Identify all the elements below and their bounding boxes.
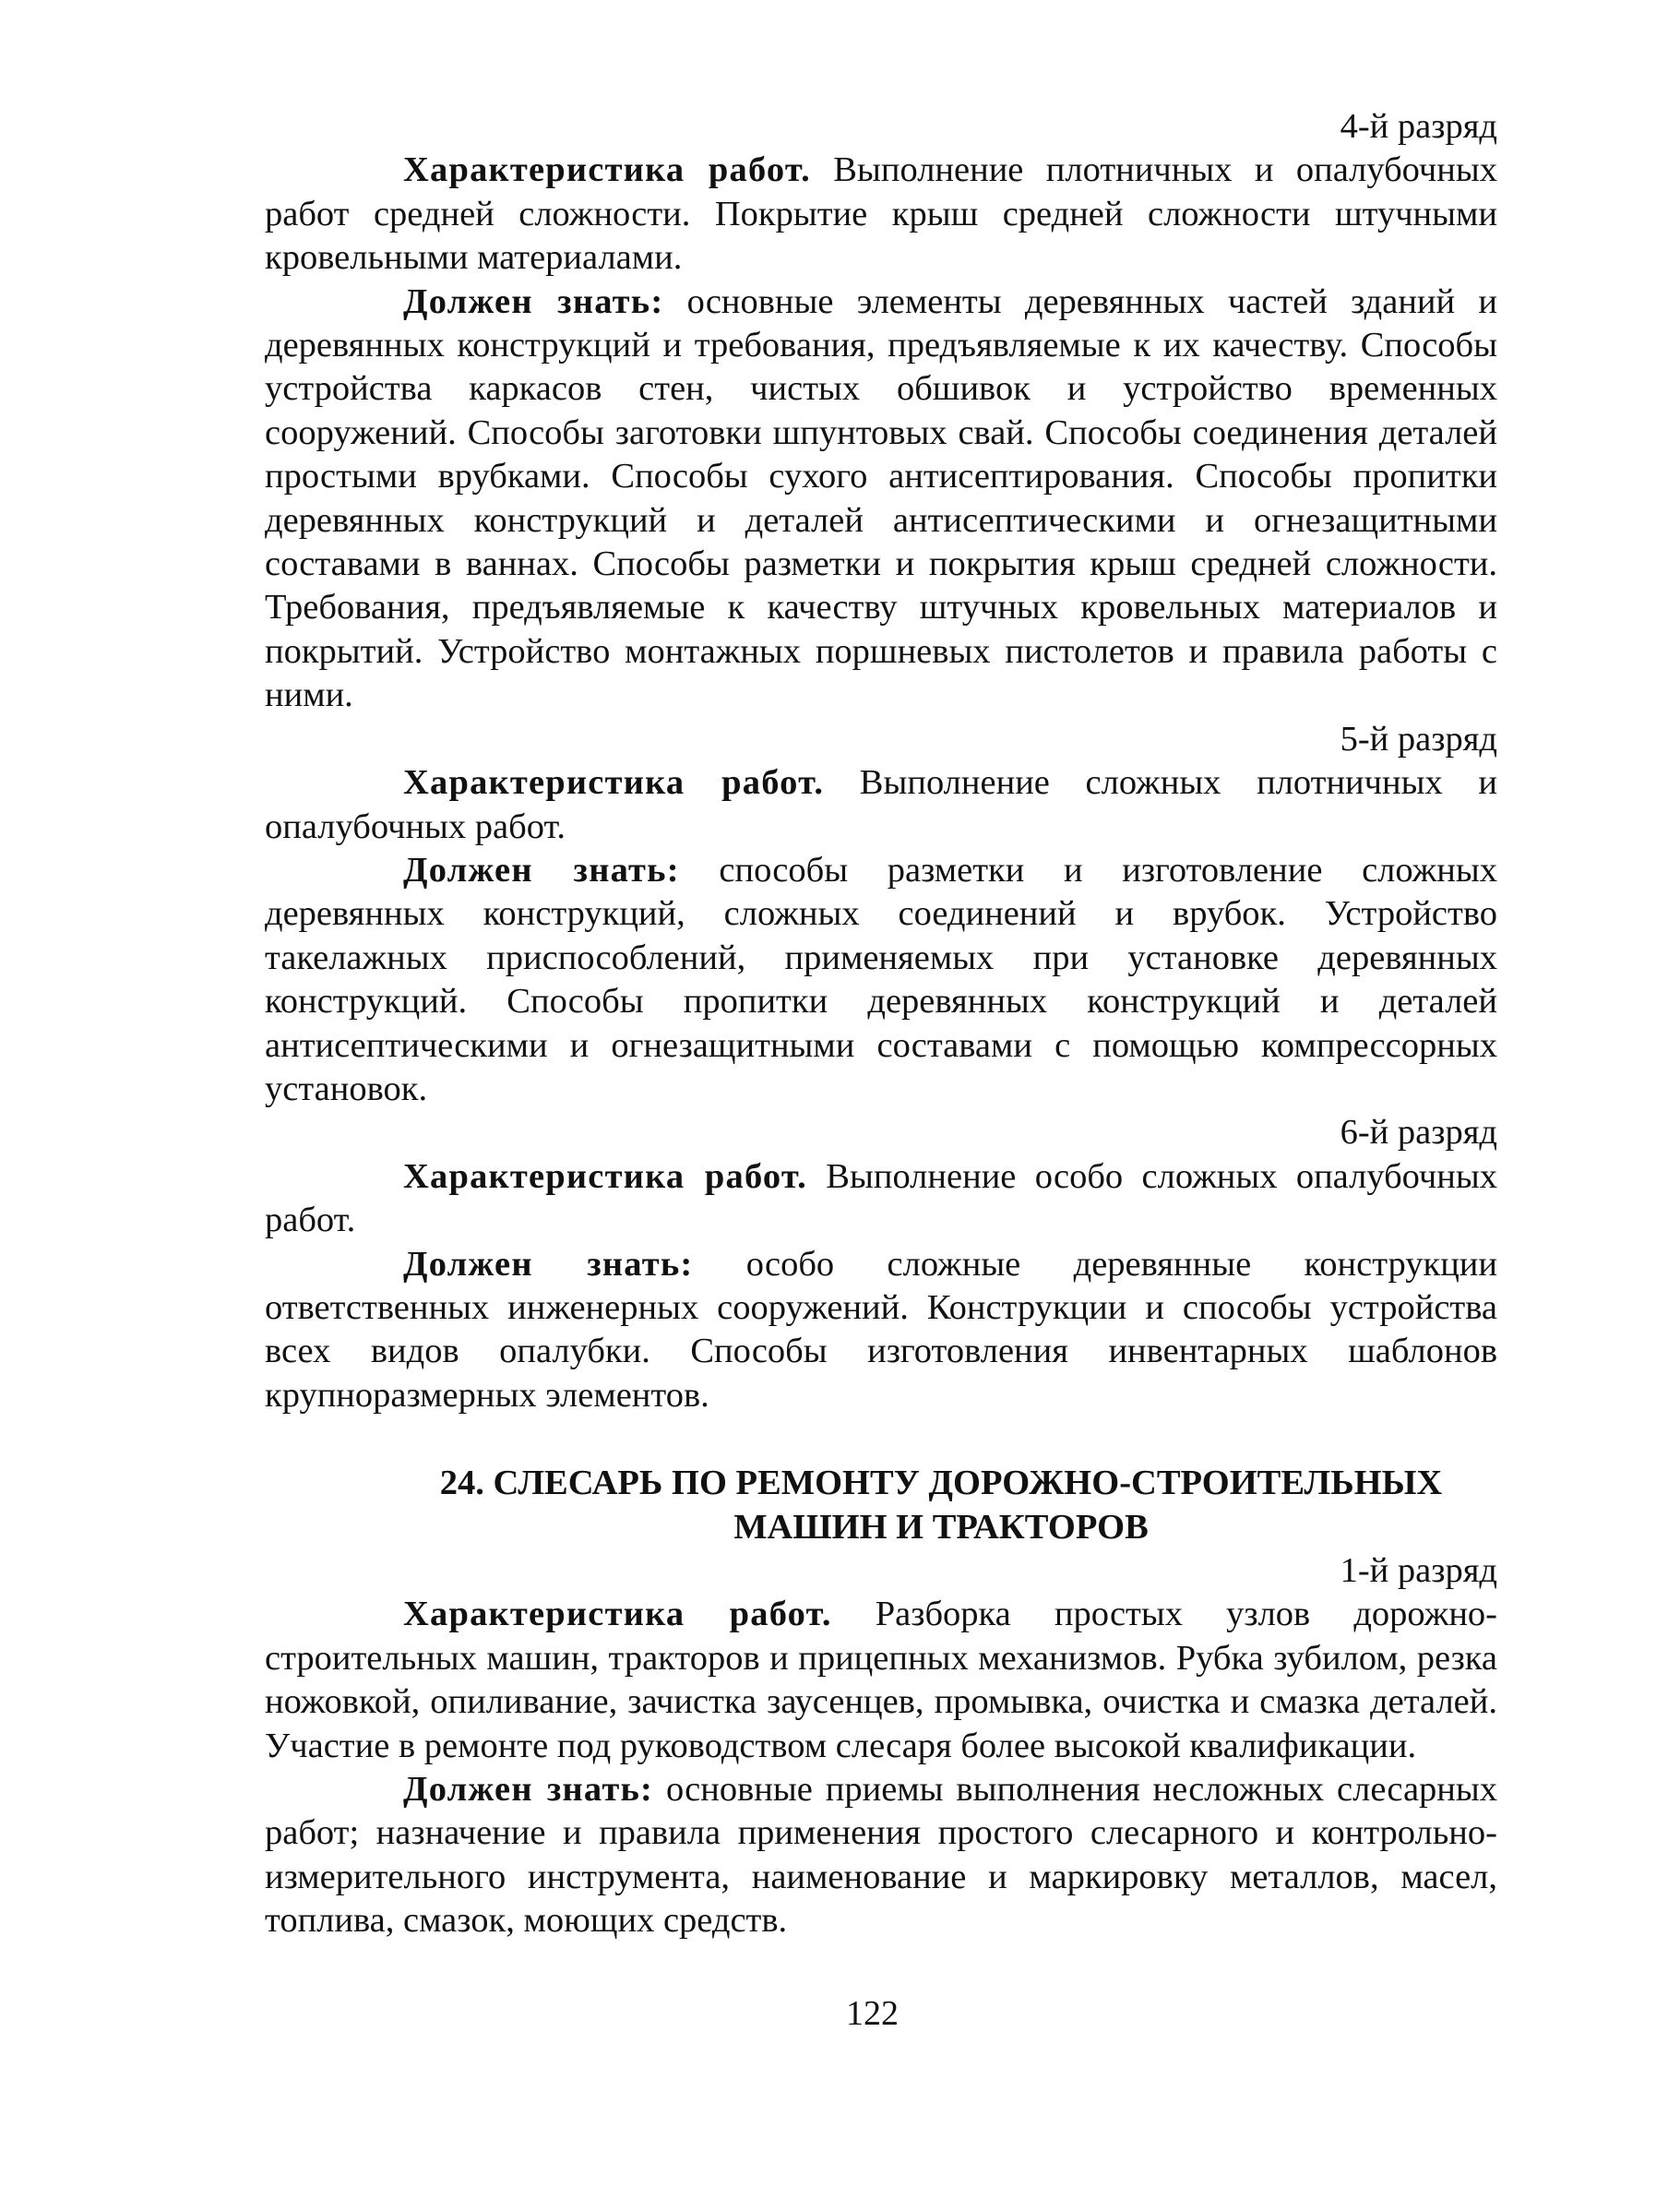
must-know-label: Должен знать: [403,281,664,321]
work-characteristics-paragraph [265,1155,1497,1243]
must-know-paragraph [265,849,1497,1111]
must-know-text: основные элементы деревянных частей зданий и деревянных конструкций и требования, предъявляемые к их качеству. Способы устройства каркасов стен, чистых обшивок и устройство временных сооружений. Способы заготовки шпунтовых свай. Способы соединения деталей простыми врубками. Способы сухого антисептирования. Способы пропитки деревянных конструкций и деталей антисептическими и огнезащитными составами в ваннах. Способы разметки и покрытия крыш средней сложности. Требования, предъявляемые к качеству штучных кровельных материалов и покрытий. Устройство монтажных поршневых пистолетов и правила работы с ними. [265,281,1497,715]
document-page [265,105,1497,1943]
grade-heading: 4-й разряд [1340,107,1497,146]
work-characteristics-label: Характеристика работ. [403,763,825,803]
work-characteristics-paragraph [265,761,1497,849]
must-know-paragraph [265,1768,1497,1943]
must-know-paragraph [265,1243,1497,1418]
must-know-text: основные приемы выполнения несложных слесарных работ; назначение и правила применения простого слесарного и контрольно-измерительного инструмента, наименование и маркировку металлов, масел, топлива, смазок, моющих средств. [265,1770,1498,1941]
section-title-line-1: 24. СЛЕСАРЬ ПО РЕМОНТУ ДОРОЖНО-СТРОИТЕЛЬНЫХ [439,1464,1443,1503]
must-know-label: Должен знать: [403,1770,654,1810]
section-spacer [265,1417,1497,1462]
grade-heading: 6-й разряд [1340,1113,1497,1153]
work-characteristics-paragraph [265,1593,1497,1768]
work-characteristics-paragraph [265,149,1497,280]
must-know-label: Должен знать: [403,850,680,890]
grade-heading: 5-й разряд [1340,719,1497,759]
work-characteristics-text: Выполнение особо сложных опалубочных работ. [265,1156,1497,1240]
must-know-paragraph [265,281,1497,718]
work-characteristics-text: Выполнение сложных плотничных и опалубочных работ. [265,763,1497,846]
page-number: 122 [846,1994,899,2033]
grade-heading: 1-й разряд [1340,1551,1497,1590]
work-characteristics-label: Характеристика работ. [403,1156,807,1196]
work-characteristics-text: Разборка простых узлов дорожно-строительных машин, тракторов и прицепных механизмов. Рубка зубилом, резка ножовкой, опиливание, зачистка заусенцев, промывка, очистка и смазка деталей. Участие в ремонте под руководством слесаря более высокой квалификации. [265,1595,1497,1765]
work-characteristics-label: Характеристика работ. [403,1595,832,1634]
work-characteristics-text: Выполнение плотничных и опалубочных работ средней сложности. Покрытие крыш средней сложности штучными кровельными материалами. [265,150,1497,278]
work-characteristics-label: Характеристика работ. [403,150,811,190]
must-know-label: Должен знать: [403,1244,694,1284]
must-know-text: особо сложные деревянные конструкции ответственных инженерных сооружений. Конструкции и способы устройства всех видов опалубки. Способы изготовления инвентарных шаблонов крупноразмерных элементов. [265,1244,1498,1415]
section-title-line-2: МАШИН И ТРАКТОРОВ [733,1507,1149,1547]
must-know-text: способы разметки и изготовление сложных деревянных конструкций, сложных соединений и врубок. Устройство такелажных приспособлений, применяемых при установке деревянных конструкций. Способы пропитки деревянных конструкций и деталей антисептическими и огнезащитными составами с помощью компрессорных установок. [265,850,1497,1108]
